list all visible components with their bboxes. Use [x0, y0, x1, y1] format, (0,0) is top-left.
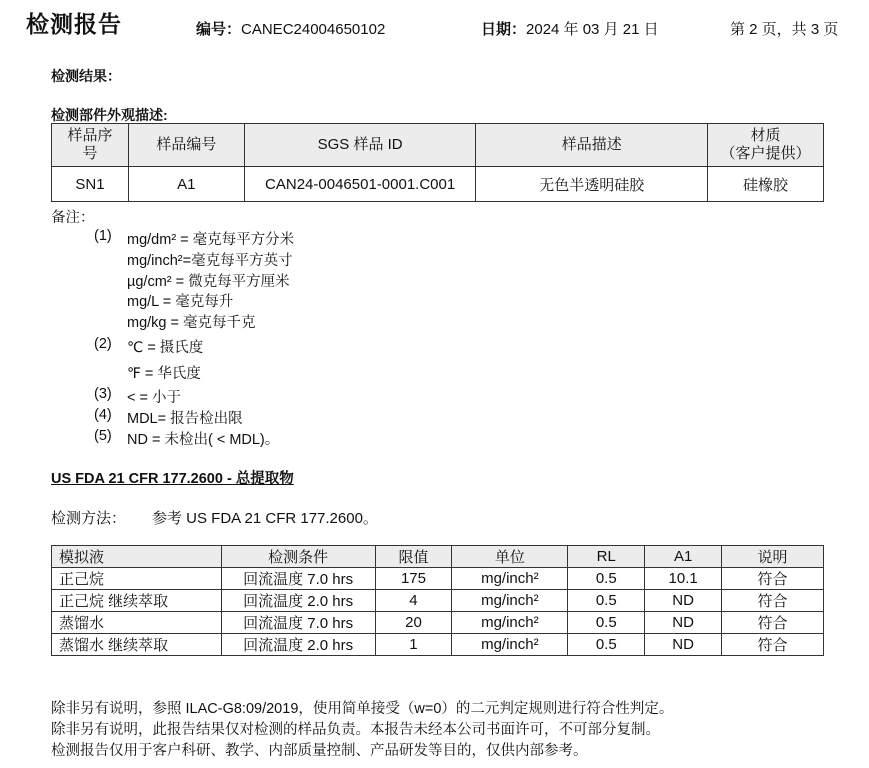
notes-label: 备注： [51, 210, 95, 226]
header-cell: 单位 [452, 546, 568, 568]
table-row [52, 568, 824, 590]
note-number: (4) [94, 407, 112, 423]
note-line: ℉ = 华氏度 [127, 366, 201, 382]
table-cell: mg/inch² [452, 568, 568, 590]
header-cell: 样品描述 [476, 124, 708, 167]
report-date-value: 2024 年 03 月 21 日 [526, 21, 659, 38]
table-cell: 无色半透明硅胶 [476, 167, 708, 202]
note-line: ℃ = 摄氏度 [127, 340, 204, 356]
table-cell: 4 [375, 590, 452, 612]
report-number-label: 编号： [196, 21, 242, 38]
result-table [51, 545, 824, 656]
parts-heading: 检测部件外观描述: [51, 107, 168, 123]
table-cell: 0.5 [568, 612, 645, 634]
table-cell: 回流温度 2.0 hrs [221, 590, 375, 612]
header-cell: 材质 （客户提供） [708, 124, 824, 167]
note-line: MDL= 报告检出限 [127, 411, 243, 427]
table-cell: 1 [375, 634, 452, 656]
sample-table-header [52, 124, 824, 167]
method-value: 参考 US FDA 21 CFR 177.2600。 [152, 510, 378, 527]
note-line: mg/inch²=毫克每平方英寸 [127, 253, 293, 269]
table-row [52, 167, 824, 202]
table-cell: 20 [375, 612, 452, 634]
table-cell: 符合 [722, 568, 824, 590]
note-number: (2) [94, 336, 112, 352]
table-cell: 10.1 [645, 568, 722, 590]
report-number [196, 18, 385, 39]
table-row [52, 590, 824, 612]
table-cell: 回流温度 7.0 hrs [221, 612, 375, 634]
table-cell: 正己烷 继续萃取 [52, 590, 222, 612]
result-table-header [52, 546, 824, 568]
header-cell: 检测条件 [221, 546, 375, 568]
table-cell: SN1 [52, 167, 129, 202]
table-cell: 蒸馏水 继续萃取 [52, 634, 222, 656]
note-number: (1) [94, 228, 112, 244]
table-cell: 0.5 [568, 590, 645, 612]
header-cell: 说明 [722, 546, 824, 568]
header-cell: 模拟液 [52, 546, 222, 568]
report-number-value: CANEC24004650102 [241, 21, 386, 38]
disclaimer-line: 检测报告仅用于客户科研、教学、内部质量控制、产品研发等目的，仅供内部参考。 [51, 743, 588, 759]
table-cell: mg/inch² [452, 590, 568, 612]
table-cell: 符合 [722, 590, 824, 612]
header-cell: RL [568, 546, 645, 568]
report-title: 检测报告 [26, 11, 122, 37]
sample-table [51, 123, 824, 202]
table-cell: CAN24-0046501-0001.C001 [244, 167, 476, 202]
method-label: 检测方法： [51, 510, 127, 527]
table-cell: 回流温度 2.0 hrs [221, 634, 375, 656]
header-cell: 样品编号 [128, 124, 244, 167]
table-cell: 符合 [722, 612, 824, 634]
report-date [481, 18, 659, 39]
disclaimer-line: 除非另有说明，参照 ILAC-G8:09/2019，使用简单接受（w=0）的二元判定规则进行符合性判定。 [51, 701, 674, 717]
disclaimer-line: 除非另有说明，此报告结果仅对检测的样品负责。本报告未经本公司书面许可，不可部分复制。 [51, 722, 660, 738]
header-cell: A1 [645, 546, 722, 568]
note-number: (5) [94, 428, 112, 444]
table-cell: A1 [128, 167, 244, 202]
table-cell: mg/inch² [452, 634, 568, 656]
header-cell: 样品序 号 [52, 124, 129, 167]
table-cell: 0.5 [568, 634, 645, 656]
note-line: µg/cm² = 微克每平方厘米 [127, 274, 290, 290]
table-cell: mg/inch² [452, 612, 568, 634]
table-cell: 175 [375, 568, 452, 590]
table-cell: 正己烷 [52, 568, 222, 590]
table-row [52, 634, 824, 656]
header-cell: SGS 样品 ID [244, 124, 476, 167]
note-line: ND = 未检出( < MDL)。 [127, 432, 280, 448]
note-line: mg/dm² = 毫克每平方分米 [127, 232, 295, 248]
table-cell: ND [645, 612, 722, 634]
note-line: mg/L = 毫克每升 [127, 294, 234, 310]
report-date-label: 日期： [481, 21, 527, 38]
table-cell: 符合 [722, 634, 824, 656]
note-line: mg/kg = 毫克每千克 [127, 315, 256, 331]
table-cell: ND [645, 634, 722, 656]
table-cell: 回流温度 7.0 hrs [221, 568, 375, 590]
note-line: < = 小于 [127, 390, 181, 406]
table-row [52, 612, 824, 634]
table-cell: 0.5 [568, 568, 645, 590]
header-cell: 限值 [375, 546, 452, 568]
page-indicator: 第 2 页，共 3 页 [730, 21, 839, 38]
note-number: (3) [94, 386, 112, 402]
table-cell: ND [645, 590, 722, 612]
table-cell: 蒸馏水 [52, 612, 222, 634]
section-title: US FDA 21 CFR 177.2600 - 总提取物 [51, 471, 294, 487]
table-cell: 硅橡胶 [708, 167, 824, 202]
results-heading: 检测结果： [51, 68, 121, 84]
